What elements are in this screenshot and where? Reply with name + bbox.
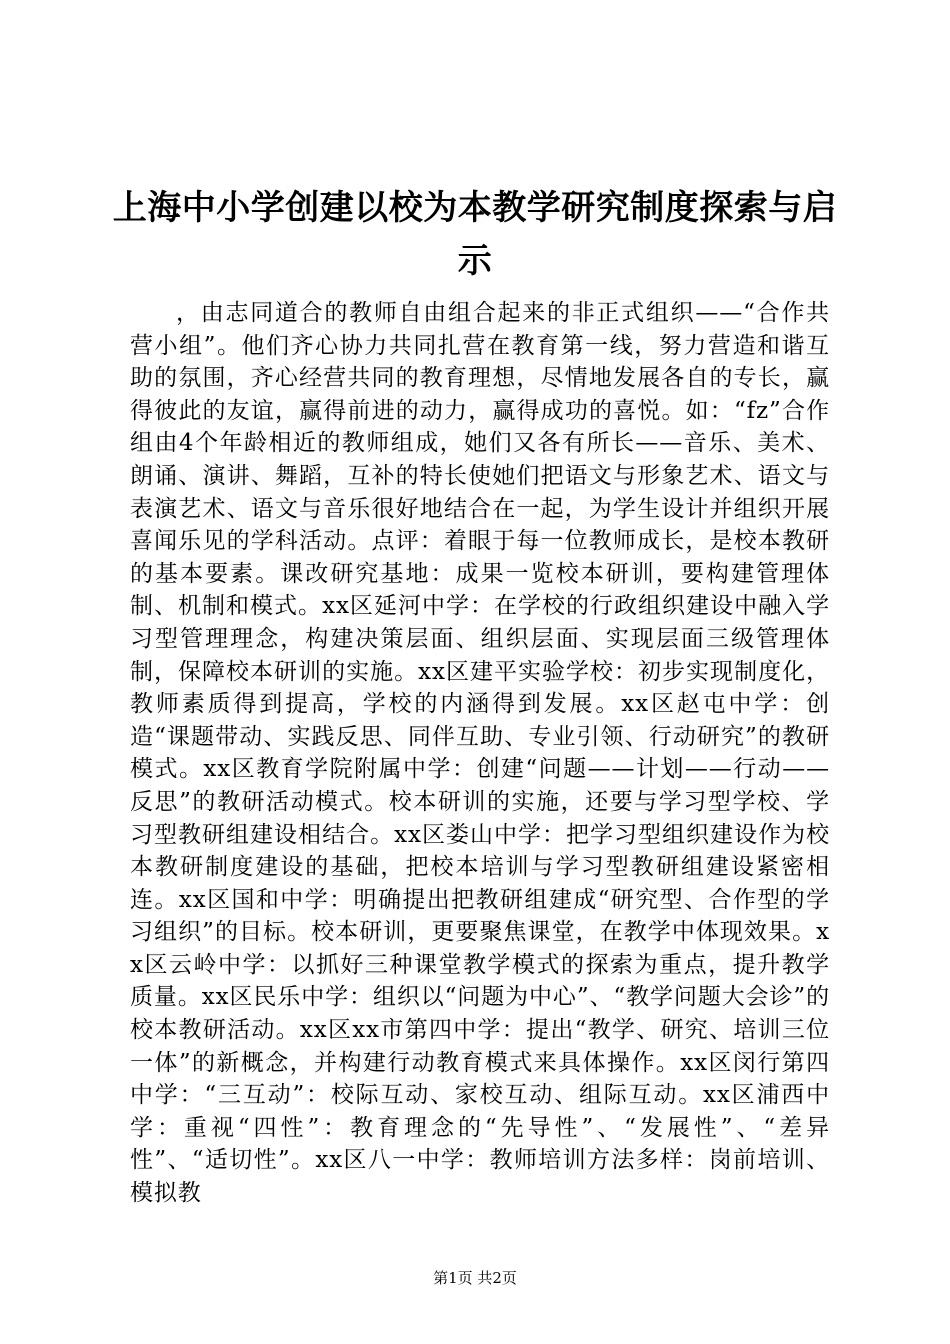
body-paragraph: ，由志同道合的教师自由组合起来的非正式组织——“合作共营小组”。他们齐心协力共同扎营在教育第一线，努力营造和谐互助的氛围，齐心经营共同的教育理想，尽情地发展各自的专长，赢得彼此的友谊，赢得前进的动力，赢得成功的喜悦。如：“fz”合作组由4个年龄相近的教师组成，她们又各有所长——音乐、美术、朗诵、演讲、舞蹈，互补的特长使她们把语文与形象艺术、语文与表演艺术、语文与音乐很好地结合在一起，为学生设计并组织开展喜闻乐见的学科活动。点评：着眼于每一位教师成长，是校本教研的基本要素。课改研究基地：成果一览校本研训，要构建管理体制、机制和模式。xx区延河中学：在学校的行政组织建设中融入学习型管理理念，构建决策层面、组织层面、实现层面三级管理体制，保障校本研训的实施。xx区建平实验学校：初步实现制度化，教师素质得到提高，学校的内涵得到发展。xx区赵屯中学：创造“课题带动、实践反思、同伴互助、专业引领、行动研究”的教研模式。xx区教育学院附属中学：创建“问题——计划——行动——反思”的教研活动模式。校本研训的实施，还要与学习型学校、学习型教研组建设相结合。xx区娄山中学：把学习型组织建设作为校本教研制度建设的基础，把校本培训与学习型教研组建设紧密相连。xx区国和中学：明确提出把教研组建成“研究型、合作型的学习组织”的目标。校本研训，更要聚焦课堂，在教学中体现效果。xx区云岭中学：以抓好三种课堂教学模式的探索为重点，提升教学质量。xx区民乐中学：组织以“问题为中心”、“教学问题大会诊”的校本教研活动。xx区xx市第四中学：提出“教学、研究、培训三位一体”的新概念，并构建行动教育模式来具体操作。xx区闵行第四中学：“三互动”：校际互动、家校互动、组际互动。xx区浦西中学：重视“四性”：教育理念的“先导性”、“发展性”、“差异性”、“适切性”。xx区八一中学：教师培训方法多样：岗前培训、模拟教: [130, 300, 830, 1207]
document-title: 上海中小学创建以校为本教学研究制度探索与启示: [112, 188, 838, 281]
page-number: 第1页 共2页: [433, 1269, 517, 1287]
